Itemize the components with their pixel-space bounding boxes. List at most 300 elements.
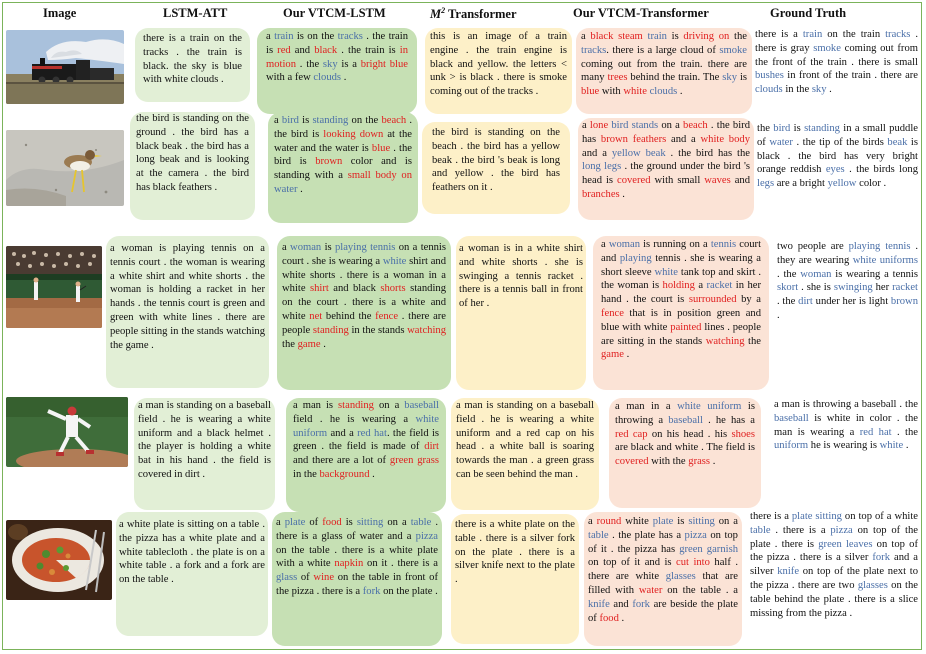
caption-text: on the plate .	[380, 585, 438, 597]
highlight-red-word: holding	[662, 280, 695, 292]
caption-text: in a small puddle of	[757, 123, 918, 148]
caption-text: .	[623, 349, 630, 361]
highlight-red-word: brown feathers	[600, 133, 667, 145]
highlight-blue-word: swinging	[833, 282, 873, 294]
m2-transformer-caption-bird	[422, 122, 570, 214]
highlight-blue-word: red hat	[357, 427, 387, 439]
vtcm-transformer-caption-tennis	[593, 236, 769, 390]
caption-text: with the	[648, 456, 689, 468]
caption-text: are black and white . The field is	[615, 442, 755, 454]
vtcm-lstm-caption-baseball	[286, 398, 446, 512]
m2-transformer-caption-train	[425, 28, 572, 114]
highlight-red-word: white	[623, 86, 647, 98]
caption-text: . the bird has	[582, 120, 750, 145]
highlight-blue-word: standing	[312, 115, 349, 126]
highlight-blue-word: glasses	[665, 571, 696, 583]
highlight-blue-word: train	[274, 31, 294, 42]
caption-text: . the train is	[337, 44, 400, 56]
highlight-blue-word: bird	[611, 120, 629, 131]
vtcm-lstm-caption-train	[257, 28, 417, 114]
caption-text: her	[872, 282, 893, 294]
highlight-red-word: food	[322, 517, 342, 528]
header-ground-truth: Ground Truth	[770, 6, 847, 20]
highlight-blue-word: plate	[284, 517, 306, 528]
caption-text: is	[737, 72, 748, 84]
highlight-red-word: napkin	[334, 558, 364, 570]
highlight-blue-word: uniform	[774, 440, 809, 452]
caption-text: is a	[337, 58, 361, 70]
highlight-red-word: surrounded	[688, 294, 737, 306]
highlight-blue-word: water	[274, 183, 298, 195]
caption-text: on a	[373, 400, 405, 411]
highlight-red-word: lone	[589, 120, 609, 131]
caption-text: . the train is	[266, 31, 409, 56]
highlight-red-word: white body	[700, 133, 750, 145]
highlight-blue-word: pizza	[415, 530, 438, 542]
caption-text: .	[297, 183, 303, 195]
vtcm-lstm-caption-pizza	[272, 512, 442, 646]
highlight-red-word: covered	[615, 456, 649, 468]
highlight-blue-word: train	[802, 29, 823, 40]
highlight-red-word: shoes	[731, 428, 755, 440]
vtcm-transformer-caption-bird	[578, 118, 754, 220]
caption-text: half . there are white	[588, 557, 738, 583]
caption-text: a white plate is sitting on a table . the pizza has a white plate and a white tablecloth . the plate is on a white table . a fork and a fork are on the table .	[119, 519, 265, 586]
highlight-red-word: game	[297, 338, 321, 350]
caption-text: is	[790, 123, 805, 134]
caption-text: by a	[736, 294, 762, 306]
caption-text: . she is	[798, 282, 834, 294]
highlight-red-word: driving on	[683, 31, 730, 42]
caption-text: . they are wearing	[777, 241, 918, 266]
highlight-blue-word: clouds	[649, 86, 678, 98]
highlight-blue-word: baseball	[774, 412, 809, 424]
caption-text: there is a train on the tracks . the train is black. the sky is blue with white clouds .	[143, 33, 242, 86]
m2-transformer-caption-pizza	[451, 514, 579, 644]
caption-text: are beside the plate of	[588, 598, 738, 624]
highlight-blue-word: knife	[588, 598, 610, 610]
vtcm-lstm-caption-bird	[268, 112, 418, 223]
caption-text: and a	[582, 147, 612, 159]
m2-letter: M	[430, 7, 442, 22]
caption-text: . there is a large cloud of	[606, 44, 720, 56]
caption-text: he is wearing is	[808, 440, 880, 452]
caption-text: is throwing a	[615, 401, 755, 426]
caption-text: court and	[601, 239, 762, 264]
caption-text: and	[730, 175, 750, 187]
caption-text: and black	[328, 283, 381, 295]
caption-text: on the table in front of the pizza . there is a	[276, 572, 439, 597]
highlight-blue-word: long legs	[582, 161, 622, 173]
highlight-blue-word: white uniform	[677, 401, 742, 412]
caption-text: the bird is standing on the ground . the bird has a black beak . the bird has a long beak and is looking at the camera . the bird has black feathers .	[136, 113, 249, 193]
ground-truth-caption-train	[755, 28, 918, 114]
caption-text: on a	[658, 120, 684, 131]
caption-text: in front of the train . there are	[783, 70, 918, 82]
caption-text: and a	[327, 427, 358, 439]
caption-text: a	[601, 239, 609, 250]
caption-text: there is a	[750, 511, 792, 522]
caption-text: at the water and the water is	[274, 128, 412, 154]
caption-text: on top of the plate . there is	[750, 524, 918, 550]
caption-text: on the train	[822, 29, 886, 40]
vtcm-transformer-caption-pizza	[584, 512, 742, 646]
caption-text: . there is a	[770, 524, 831, 536]
caption-text: is	[321, 242, 335, 253]
caption-text: is	[673, 516, 689, 527]
caption-text: . the	[296, 58, 323, 70]
highlight-red-word: grass	[688, 456, 711, 468]
caption-text: color and is standing with a	[274, 156, 412, 182]
highlight-blue-word: fork	[632, 598, 650, 610]
highlight-red-word: blue	[371, 142, 391, 154]
highlight-blue-word: woman	[290, 242, 322, 253]
ground-truth-caption-tennis	[777, 240, 918, 350]
highlight-blue-word: tracks	[581, 44, 607, 56]
caption-text: in her hand . the court is	[601, 280, 762, 306]
caption-text: .	[341, 72, 347, 84]
highlight-blue-word: white uniforms	[852, 254, 918, 266]
highlight-blue-word: yellow beak	[611, 147, 666, 159]
caption-text: field . he is wearing a	[293, 413, 416, 425]
caption-text: a man is standing on a baseball field . he is wearing a white uniform and a red cap on his head . a white ball is soaring towards the man . a green grass can be seen behind the man .	[456, 400, 594, 480]
caption-text: a woman is playing tennis on a tennis court . the woman is wearing a white shirt and white shorts . the woman is holding a racket in her hands . the tennis court is green and green with white lines . there are people sitting in the stands watching the game .	[110, 243, 265, 351]
caption-text: coming out from the train. there are many	[581, 58, 747, 84]
ground-truth-caption-bird	[757, 122, 918, 222]
bird-image	[6, 130, 124, 206]
highlight-blue-word: glasses	[857, 579, 888, 591]
highlight-red-word: red	[277, 44, 291, 56]
caption-text: .	[369, 468, 375, 480]
caption-text: is	[298, 115, 313, 126]
highlight-blue-word: tracks	[885, 29, 911, 40]
caption-text: shirt and white shorts . there is a woman in a white	[282, 255, 446, 295]
highlight-blue-word: pizza	[684, 529, 707, 541]
caption-text: on a	[383, 517, 411, 528]
highlight-red-word: water	[638, 584, 663, 596]
m2-superscript: 2	[441, 6, 446, 15]
highlight-blue-word: bushes	[755, 70, 784, 82]
highlight-blue-word: smoke	[813, 42, 841, 54]
caption-text: and there are a lot of	[293, 455, 390, 467]
caption-text: standing on the court . there is a white and white	[282, 283, 446, 322]
caption-text: a	[581, 31, 591, 42]
m2-transformer-caption-tennis	[456, 236, 586, 390]
caption-text: .	[618, 612, 625, 624]
highlight-red-word: fence	[601, 307, 624, 319]
m2-transformer-caption-baseball	[451, 398, 599, 510]
caption-text: coming out from the front of the train . there is small	[755, 42, 918, 68]
highlight-blue-word: tracks	[337, 31, 363, 42]
highlight-blue-word: baseball	[668, 414, 703, 426]
m2-header-text: Transformer	[445, 7, 517, 22]
caption-text: a man is throwing a baseball . the	[774, 399, 918, 410]
caption-text: . there is a glass of water and a	[276, 517, 438, 542]
caption-text: . the bird has the	[665, 147, 750, 159]
highlight-blue-word: sky	[722, 72, 738, 84]
highlight-red-word: shirt	[309, 283, 329, 295]
lstm-att-caption-tennis	[106, 236, 269, 388]
vtcm-lstm-caption-tennis	[277, 236, 451, 390]
caption-text: is running on a	[640, 239, 711, 250]
highlight-red-word: round	[596, 516, 622, 527]
highlight-red-word: wine	[313, 572, 335, 584]
caption-text: is black . the bird has very bright orange reddish	[757, 136, 918, 176]
caption-text: .	[777, 309, 780, 321]
highlight-blue-word: green leaves	[818, 538, 873, 550]
caption-text: are a bright	[774, 178, 828, 190]
lstm-att-caption-pizza	[116, 512, 268, 636]
header-lstm-att: LSTM-ATT	[163, 6, 228, 20]
caption-text: there is a	[755, 29, 803, 40]
highlight-red-word: background	[319, 468, 370, 480]
caption-text: the bird is standing on the beach . the bird has a yellow beak . the bird 's beak is long and yellow . the bird has feathers on it .	[432, 127, 560, 194]
ground-truth-caption-baseball	[774, 398, 918, 488]
highlight-red-word: blue	[581, 86, 600, 98]
highlight-red-word: trees	[607, 72, 628, 84]
highlight-blue-word: stands	[631, 120, 659, 131]
caption-text: the	[744, 335, 761, 347]
caption-text: on the table behind the plate . there is a slice missing from the pizza .	[750, 579, 918, 619]
caption-text: tennis . she is wearing a short sleeve	[601, 252, 761, 278]
m2-symbol	[430, 7, 445, 21]
caption-text: a man is standing on a baseball field . he is wearing a white uniform and a black helmet . the player is holding a white bat in his hand . the field is covered in dirt .	[138, 400, 271, 480]
caption-text: . the	[777, 296, 799, 308]
highlight-red-word: black	[314, 44, 338, 56]
caption-text: on top of it and is	[588, 557, 677, 569]
highlight-blue-word: bird	[281, 115, 299, 126]
caption-text: in the	[293, 468, 320, 480]
caption-text: a	[276, 517, 285, 528]
highlight-blue-word: sitting	[688, 516, 715, 527]
highlight-red-word: looking down	[323, 128, 384, 140]
caption-text: a man in a	[615, 401, 678, 412]
highlight-red-word: brown	[315, 156, 343, 168]
caption-text: a	[694, 280, 707, 292]
highlight-blue-word: plate sitting	[791, 511, 842, 522]
caption-text: on it . there is a	[363, 558, 438, 570]
caption-text: behind the	[322, 310, 376, 322]
caption-text: tank top and skirt . the woman is	[601, 266, 761, 292]
caption-text: on the	[348, 115, 382, 126]
caption-text: and	[290, 44, 315, 56]
highlight-blue-word: beak	[887, 136, 908, 148]
highlight-blue-word: baseball	[404, 400, 439, 411]
highlight-blue-word: smoke	[719, 44, 747, 56]
caption-text: on top of the pizza . there is a silver	[750, 538, 918, 564]
caption-text: and a	[666, 133, 701, 145]
caption-text: there is a white plate on the table . there is a silver fork on the plate . there is a silver knife next to the plate .	[455, 519, 575, 586]
caption-text: .	[826, 84, 832, 96]
highlight-red-word: waves	[704, 175, 731, 187]
highlight-blue-word: tennis	[710, 239, 737, 250]
highlight-blue-word: table	[750, 524, 771, 536]
highlight-blue-word: racket	[706, 280, 733, 292]
highlight-blue-word: sitting	[356, 517, 384, 528]
caption-text: .	[903, 440, 909, 452]
highlight-blue-word: woman	[608, 239, 640, 250]
caption-text: a	[274, 115, 282, 126]
highlight-red-word: green grass	[389, 455, 439, 467]
highlight-blue-word: train	[647, 31, 667, 42]
highlight-blue-word: racket	[892, 282, 918, 294]
highlight-red-word: shorts	[380, 283, 406, 295]
highlight-blue-word: knife	[777, 566, 800, 578]
highlight-red-word: beach	[683, 120, 708, 131]
ground-truth-caption-pizza	[750, 510, 918, 650]
train-image	[6, 30, 124, 104]
header-m2-transformer	[430, 6, 517, 22]
highlight-blue-word: eyes	[825, 164, 845, 176]
caption-text: .	[677, 86, 683, 98]
highlight-blue-word: sky	[322, 58, 338, 70]
highlight-red-word: food	[599, 612, 619, 624]
highlight-blue-word: standing	[804, 123, 840, 134]
caption-text: . there are people	[282, 310, 446, 336]
caption-text: on top of a white	[841, 511, 919, 522]
highlight-red-word: dirt	[424, 441, 439, 453]
lstm-att-caption-train	[135, 28, 250, 102]
caption-text: behind the train. The	[627, 72, 723, 84]
caption-text: a	[582, 120, 590, 131]
caption-text: on top of it . the pizza has	[588, 529, 738, 555]
caption-text: color .	[856, 178, 887, 190]
highlight-blue-word: white	[654, 266, 678, 278]
highlight-blue-word: table	[410, 517, 432, 528]
highlight-red-word: standing	[312, 324, 349, 336]
caption-text: on the table . there is a white plate with a white	[276, 544, 438, 570]
caption-text: of	[297, 572, 314, 584]
caption-text: on his head . his	[647, 428, 732, 440]
highlight-blue-word: fork	[872, 552, 891, 564]
caption-text: with small	[650, 175, 705, 187]
highlight-blue-word: water	[769, 136, 793, 148]
caption-text: that are filled with	[588, 571, 738, 596]
highlight-red-word: black steam	[590, 31, 643, 42]
tennis-image	[6, 246, 102, 328]
caption-text: . the bird is	[274, 142, 412, 168]
caption-text: is white in color . the man is wearing a	[774, 412, 918, 438]
caption-text: .	[619, 188, 625, 200]
caption-text: . the birds long	[844, 164, 918, 176]
caption-text: two people are	[777, 241, 849, 252]
highlight-blue-word: white	[879, 440, 904, 452]
caption-text: and	[609, 598, 633, 610]
highlight-blue-word: brown	[890, 296, 918, 308]
caption-text: the	[282, 338, 298, 350]
caption-text: the	[757, 123, 774, 134]
pizza-image	[6, 520, 112, 600]
highlight-blue-word: red hat	[859, 426, 892, 438]
caption-text: on a tennis court . she is wearing a	[282, 242, 446, 267]
header-vtcm-lstm: Our VTCM-LSTM	[283, 6, 386, 20]
highlight-blue-word: table	[588, 529, 609, 541]
caption-text: on the table . a	[662, 584, 738, 596]
highlight-red-word: watching	[705, 335, 745, 347]
highlight-red-word: standing	[338, 400, 374, 411]
caption-text: a	[266, 31, 275, 42]
highlight-blue-word: plate	[652, 516, 674, 527]
caption-text: .	[710, 456, 716, 468]
highlight-red-word: watching	[407, 324, 446, 336]
caption-text: is	[666, 31, 684, 42]
caption-text: under her is light	[812, 296, 891, 308]
highlight-blue-word: pizza	[830, 524, 853, 536]
highlight-blue-word: yellow	[827, 178, 857, 190]
highlight-blue-word: sky	[811, 84, 827, 96]
highlight-blue-word: bird	[773, 123, 791, 134]
highlight-blue-word: white uniform	[293, 413, 439, 439]
highlight-red-word: beach	[381, 115, 407, 126]
caption-text: . the plate has a	[608, 529, 685, 541]
caption-text: in the	[782, 84, 812, 96]
lstm-att-caption-bird	[130, 112, 255, 220]
highlight-red-word: red cap	[615, 428, 648, 440]
caption-text: that is in position green and blue with white	[601, 307, 761, 333]
vtcm-transformer-caption-train	[576, 28, 752, 114]
caption-text: a woman is in a white shirt and white shorts . she is swinging a tennis racket . there is a tennis ball in front of her .	[459, 243, 583, 310]
highlight-red-word: branches	[582, 188, 620, 200]
highlight-blue-word: woman	[800, 268, 832, 280]
caption-text: is on the	[293, 31, 338, 42]
caption-text: . the tip of the birds	[792, 136, 888, 148]
caption-text: on a	[714, 516, 738, 527]
caption-text: . the field is green . the field is made of	[293, 427, 440, 453]
caption-text: lines . people are sitting in the stands	[601, 321, 761, 347]
highlight-red-word: game	[601, 349, 624, 361]
caption-text: . he has a	[702, 414, 755, 426]
caption-text: is wearing a tennis	[831, 268, 918, 280]
highlight-blue-word: green garnish	[679, 543, 738, 555]
caption-text: the	[729, 31, 747, 42]
highlight-blue-word: playing tennis	[334, 242, 396, 253]
lstm-att-caption-baseball	[134, 398, 275, 510]
caption-text: is	[341, 517, 357, 528]
highlight-blue-word: glass	[276, 572, 298, 584]
highlight-red-word: net	[309, 310, 323, 322]
caption-text: . the	[777, 268, 801, 280]
highlight-red-word: in motion	[266, 44, 409, 70]
highlight-red-word: fence	[375, 310, 399, 322]
header-vtcm-transformer: Our VTCM-Transformer	[573, 6, 709, 20]
caption-text: of	[305, 517, 323, 528]
caption-text: with a few	[266, 72, 314, 84]
caption-text: on top of the plate next to the pizza . there are two	[750, 566, 918, 591]
highlight-blue-word: clouds	[313, 72, 342, 84]
baseball-image	[6, 397, 128, 467]
caption-text: a	[588, 516, 597, 527]
highlight-blue-word: white	[382, 255, 407, 267]
vtcm-transformer-caption-baseball	[609, 398, 761, 508]
highlight-blue-word: playing tennis	[848, 241, 911, 252]
highlight-red-word: bright blue	[360, 58, 408, 70]
highlight-blue-word: clouds	[755, 84, 783, 96]
highlight-red-word: cut into	[676, 557, 710, 569]
caption-text: a	[282, 242, 291, 253]
highlight-red-word: covered	[617, 175, 651, 187]
caption-text: . there is gray	[755, 29, 919, 54]
caption-text: . the	[891, 426, 918, 438]
highlight-blue-word: legs	[757, 178, 775, 190]
caption-text: with	[599, 86, 624, 98]
highlight-blue-word: skort	[777, 282, 799, 294]
highlight-red-word: painted	[670, 321, 702, 333]
caption-text: and a silver	[750, 552, 918, 578]
caption-text: a man is	[293, 400, 339, 411]
header-image: Image	[43, 6, 77, 20]
caption-text: this is an image of a train engine . the train engine is black and yellow. the letters < unk > is black . there is smoke coming out of the tracks .	[430, 31, 567, 98]
caption-text: in the stands	[348, 324, 408, 336]
